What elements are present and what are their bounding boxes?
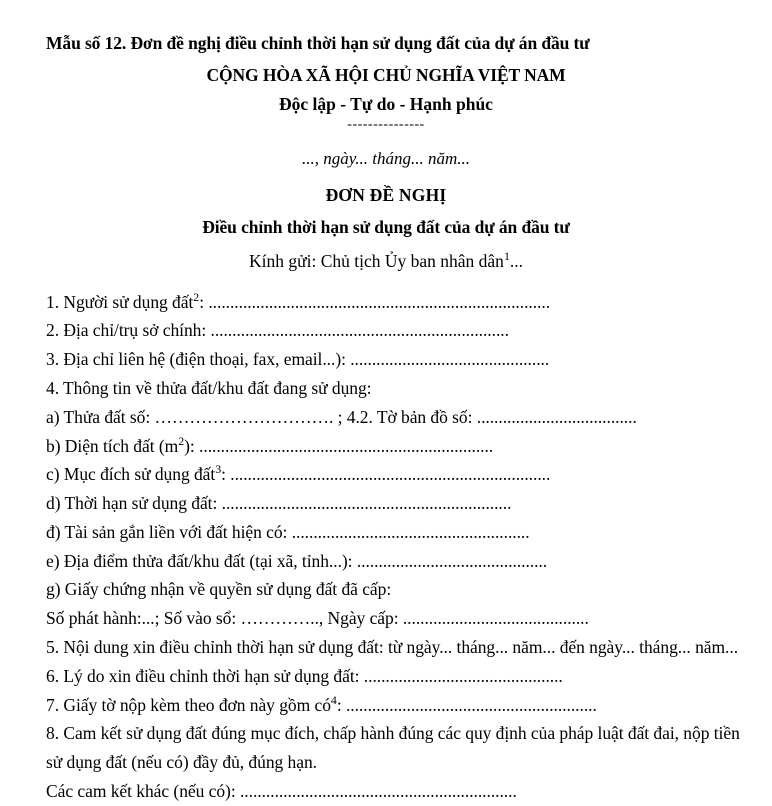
form-item-1-label: 1. Người sử dụng đất xyxy=(46,291,194,312)
form-item-6[interactable]: 6. Lý do xin điều chỉnh thời hạn sử dụng đất: .............................................. xyxy=(46,665,563,686)
form-item-3[interactable]: 3. Địa chỉ liên hệ (điện thoại, fax, email...): .............................................. xyxy=(46,349,550,370)
recipient-line xyxy=(0,239,772,273)
form-item-5[interactable]: 5. Nội dung xin điều chỉnh thời hạn sử dụng đất: từ ngày... tháng... năm... đến ngày... tháng... năm... xyxy=(46,637,739,658)
header-separator: --------------- xyxy=(347,117,425,133)
national-motto: Độc lập - Tự do - Hạnh phúc xyxy=(279,93,493,114)
recipient-suffix: ... xyxy=(509,250,524,271)
form-item-b-fill[interactable]: ): .................................................................... xyxy=(184,435,494,456)
form-item-2[interactable]: 2. Địa chỉ/trụ sở chính: ..................................................................... xyxy=(46,320,509,341)
document-subtitle: Điều chỉnh thời hạn sử dụng đất của dự án đầu tư xyxy=(202,217,570,238)
form-item-d[interactable]: d) Thời hạn sử dụng đất: ................................................................... xyxy=(46,493,512,514)
recipient-footnote-marker: 1 xyxy=(503,248,510,263)
form-item-g: g) Giấy chứng nhận về quyền sử dụng đất đã cấp: xyxy=(46,579,392,600)
form-item-c-label: c) Mục đích sử dụng đất xyxy=(46,464,216,485)
date-line: ..., ngày... tháng... năm... xyxy=(301,149,471,169)
form-item-certificate-issue[interactable]: Số phát hành:...; Số vào sổ: ………….., Ngày cấp: ........................................... xyxy=(46,608,589,629)
form-item-b xyxy=(46,432,754,461)
square-meter-exponent: 2 xyxy=(178,433,185,448)
form-item-7 xyxy=(46,691,754,720)
form-item-7-label: 7. Giấy tờ nộp kèm theo đơn này gồm có xyxy=(46,694,331,715)
form-item-1-footnote-marker: 2 xyxy=(193,289,200,304)
form-item-7-fill[interactable]: : .......................................................... xyxy=(336,694,597,715)
form-item-a[interactable]: a) Thửa đất số: …………………………. ; 4.2. Tờ bản đồ số: ..................................... xyxy=(46,406,637,427)
document-header xyxy=(0,55,772,273)
form-item-b-label: b) Diện tích đất (m xyxy=(46,435,179,456)
form-item-4: 4. Thông tin về thửa đất/khu đất đang sử dụng: xyxy=(46,377,372,398)
form-body xyxy=(0,273,772,806)
form-item-8: 8. Cam kết sử dụng đất đúng mục đích, chấp hành đúng các quy định của pháp luật đất đai, nộp tiền sử dụng đất (nếu có) đầy đủ, đúng hạn. xyxy=(46,723,740,773)
form-item-other-commitments[interactable]: Các cam kết khác (nếu có): ................................................................ xyxy=(46,781,517,802)
form-item-c-fill[interactable]: : .......................................................................... xyxy=(221,464,551,485)
recipient-prefix: Kính gửi: Chủ tịch Ủy ban nhân dân xyxy=(248,250,504,271)
document-title: ĐƠN ĐỀ NGHỊ xyxy=(325,185,447,206)
national-title: CỘNG HÒA XÃ HỘI CHỦ NGHĨA VIỆT NAM xyxy=(206,64,566,85)
form-item-c-footnote-marker: 3 xyxy=(215,462,222,477)
form-item-dd[interactable]: đ) Tài sản gắn liền với đất hiện có: ....................................................... xyxy=(46,521,530,542)
form-item-1 xyxy=(46,288,754,317)
form-code-title: Mẫu số 12. Đơn đề nghị điều chỉnh thời hạn sử dụng đất của dự án đầu tư xyxy=(46,33,590,53)
form-item-e[interactable]: e) Địa điểm thửa đất/khu đất (tại xã, tỉnh...): ............................................ xyxy=(46,550,548,571)
form-item-7-footnote-marker: 4 xyxy=(330,692,337,707)
form-item-1-fill[interactable]: : ............................................................................... xyxy=(199,291,551,312)
form-item-c xyxy=(46,460,754,489)
